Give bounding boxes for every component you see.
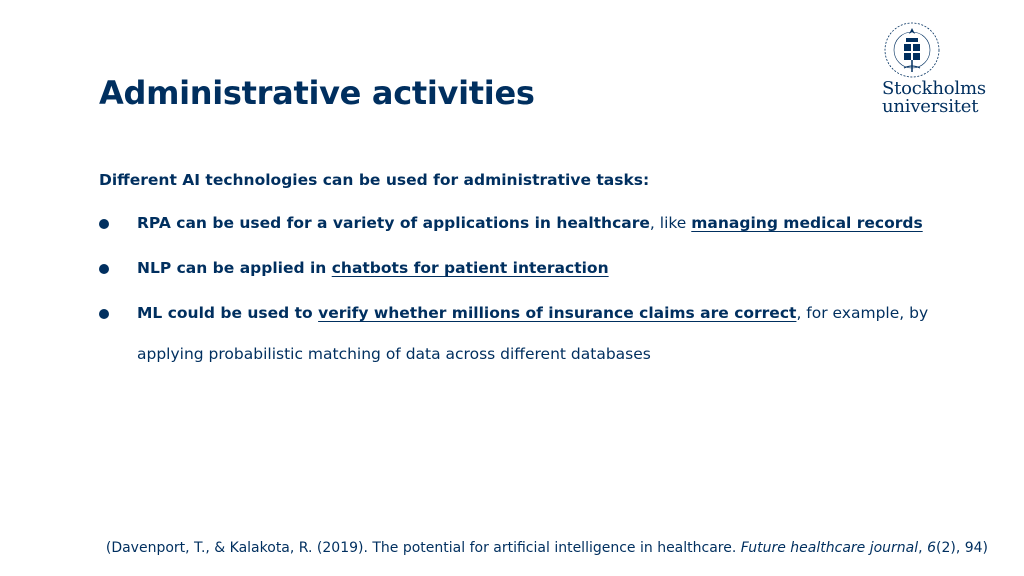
bullet-rpa xyxy=(99,212,959,235)
slide-title: Administrative activities xyxy=(99,74,535,112)
link-verify-insurance-claims[interactable]: verify whether millions of insurance claims are correct xyxy=(318,304,797,322)
citation-volume: 6 xyxy=(927,540,936,556)
logo-line-1: Stockholms xyxy=(882,78,986,99)
citation-suffix: (2), 94) xyxy=(935,540,988,556)
university-seal-icon xyxy=(882,20,942,80)
bullet-lead: NLP can be applied in xyxy=(137,259,332,277)
bullet-tail: , for example, by applying probabilistic matching of data across different databases xyxy=(137,304,929,363)
university-logo xyxy=(878,20,1002,120)
bullet-lead: RPA can be used for a variety of applications in healthcare xyxy=(137,214,650,232)
link-managing-medical-records[interactable]: managing medical records xyxy=(691,214,923,232)
bullet-connector: , like xyxy=(649,214,692,232)
citation-sep: , xyxy=(918,540,928,556)
logo-wordmark xyxy=(882,80,986,116)
bullet-dot-icon xyxy=(99,309,109,319)
logo-line-2: universitet xyxy=(882,96,979,117)
intro-text: Different AI technologies can be used for administrative tasks: xyxy=(99,171,650,189)
bullet-dot-icon xyxy=(99,219,109,229)
bullet-lead: ML could be used to xyxy=(137,304,319,322)
link-chatbots[interactable]: chatbots for patient interaction xyxy=(331,259,609,277)
bullet-ml xyxy=(99,293,959,375)
citation-journal: Future healthcare journal xyxy=(740,540,919,556)
citation xyxy=(106,540,988,556)
bullet-list xyxy=(99,212,959,397)
citation-prefix: (Davenport, T., & Kalakota, R. (2019). The potential for artificial intelligence in healthcare. xyxy=(105,540,741,556)
bullet-nlp xyxy=(99,257,959,280)
bullet-dot-icon xyxy=(99,264,109,274)
